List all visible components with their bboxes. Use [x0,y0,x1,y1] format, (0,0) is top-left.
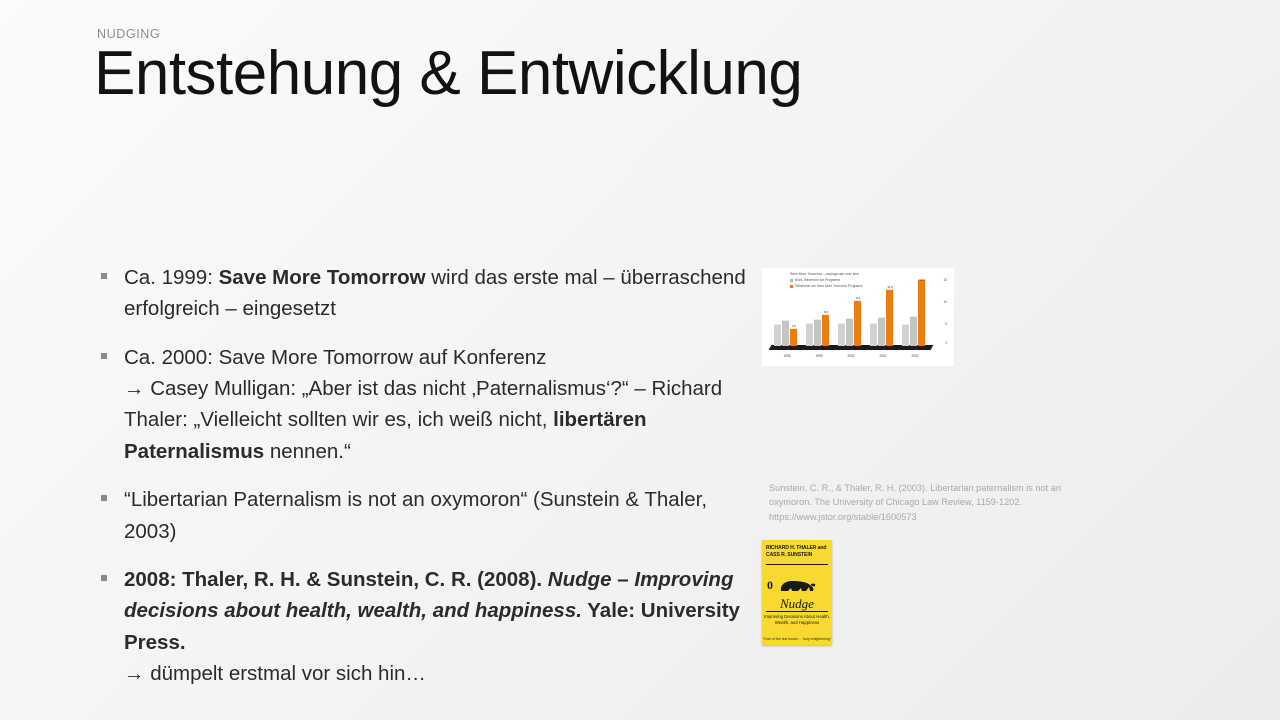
bar [790,328,797,346]
elephant-icon [778,577,818,595]
bar-group [804,278,834,358]
bar [782,320,789,346]
bar [806,323,813,346]
list-item [98,484,758,547]
bar [774,324,781,346]
bullet-marker-icon [101,273,107,279]
bar [854,300,861,346]
y-tick-label: 0 [945,341,947,345]
book-subtitle: Improving Decisions About Health, Wealth, and Happiness [764,614,830,626]
divider [766,611,828,612]
bar-group [868,278,898,358]
bullet-marker-icon [101,495,107,501]
book-title: Nudge [780,596,814,611]
book-authors: RICHARD H. THALER and CASS R. SUNSTEIN [766,545,827,558]
y-tick-label: 10 [943,300,947,304]
list-item-text: Ca. 1999: Save More Tomorrow wird das erste mal – überraschend erfolgreich – eingesetzt [124,266,746,321]
list-item [98,564,758,689]
bar [846,318,853,346]
chart-title: Save More Tomorrow – savings rate over time [790,272,860,276]
bar [822,314,829,346]
slide-eyebrow: NUDGING [97,27,161,41]
page-title: Entstehung & Entwicklung [94,39,803,108]
bar [910,316,917,346]
bar-group [836,278,866,358]
y-axis [938,278,948,346]
list-item [98,262,758,325]
bar [878,317,885,346]
bar-value-label: 9.4 [855,296,861,300]
list-item-text: “Libertarian Paternalism is not an oxymoron“ (Sunstein & Thaler, 2003) [124,488,708,543]
list-item-text: Ca. 2000: Save More Tomorrow auf Konferenz → Casey Mulligan: „Aber ist das nicht ‚Paternalismus‘?“ – Richard Thaler: „Vielleicht sollten wir es, ich weiß nicht, libertären Paternalismus nennen.“ [124,345,723,463]
chart-plot-area [770,278,947,358]
list-item [98,342,758,467]
bar [918,279,925,346]
legend-label: Teilnehmer am Save More Tomorrow Programm [795,283,863,288]
y-tick-label: 15 [943,278,947,282]
x-tick-label: 1998 [783,354,791,358]
bar-group [772,278,802,358]
book-praise-quote: "One of the few books ... truly enlightening" [762,637,832,641]
x-tick-label: 2002 [911,354,919,358]
bar [902,324,909,346]
x-tick-label: 1999 [815,354,823,358]
x-tick-label: 2001 [879,354,887,358]
bar [814,319,821,346]
bar-value-label: 6.5 [823,310,829,314]
bar-value-label: 3.5 [791,324,797,328]
bar-group [900,278,930,358]
bar [886,289,893,346]
bullet-marker-icon [101,575,107,581]
x-tick-label: 2000 [847,354,855,358]
list-item-text: 2008: Thaler, R. H. & Sunstein, C. R. (2008). Nudge – Improving decisions about health, wealth, and happiness. Yale: University Press. → dümpelt erstmal vor sich hin… [124,567,740,685]
bullet-marker-icon [101,353,107,359]
y-tick-label: 5 [945,322,947,326]
savings-rate-chart [762,268,954,366]
bar [838,323,845,346]
source-citation: Sunstein, C. R., & Thaler, R. H. (2003). Libertarian paternalism is not an oxymoron. The University of Chicago Law Review, 1159-1202. https://www.jstor.org/stable/1600573 [769,483,1061,522]
book-cover-nudge [762,540,832,645]
book-initial: 0 [767,578,773,592]
bar-value-label: 11.6 [887,285,893,289]
divider [766,564,828,565]
legend-label: Nicht-Teilnehmer am Programm [795,278,840,283]
bar [870,323,877,346]
bullet-list [98,262,758,689]
bar-value-label: 13.6 [919,278,925,282]
